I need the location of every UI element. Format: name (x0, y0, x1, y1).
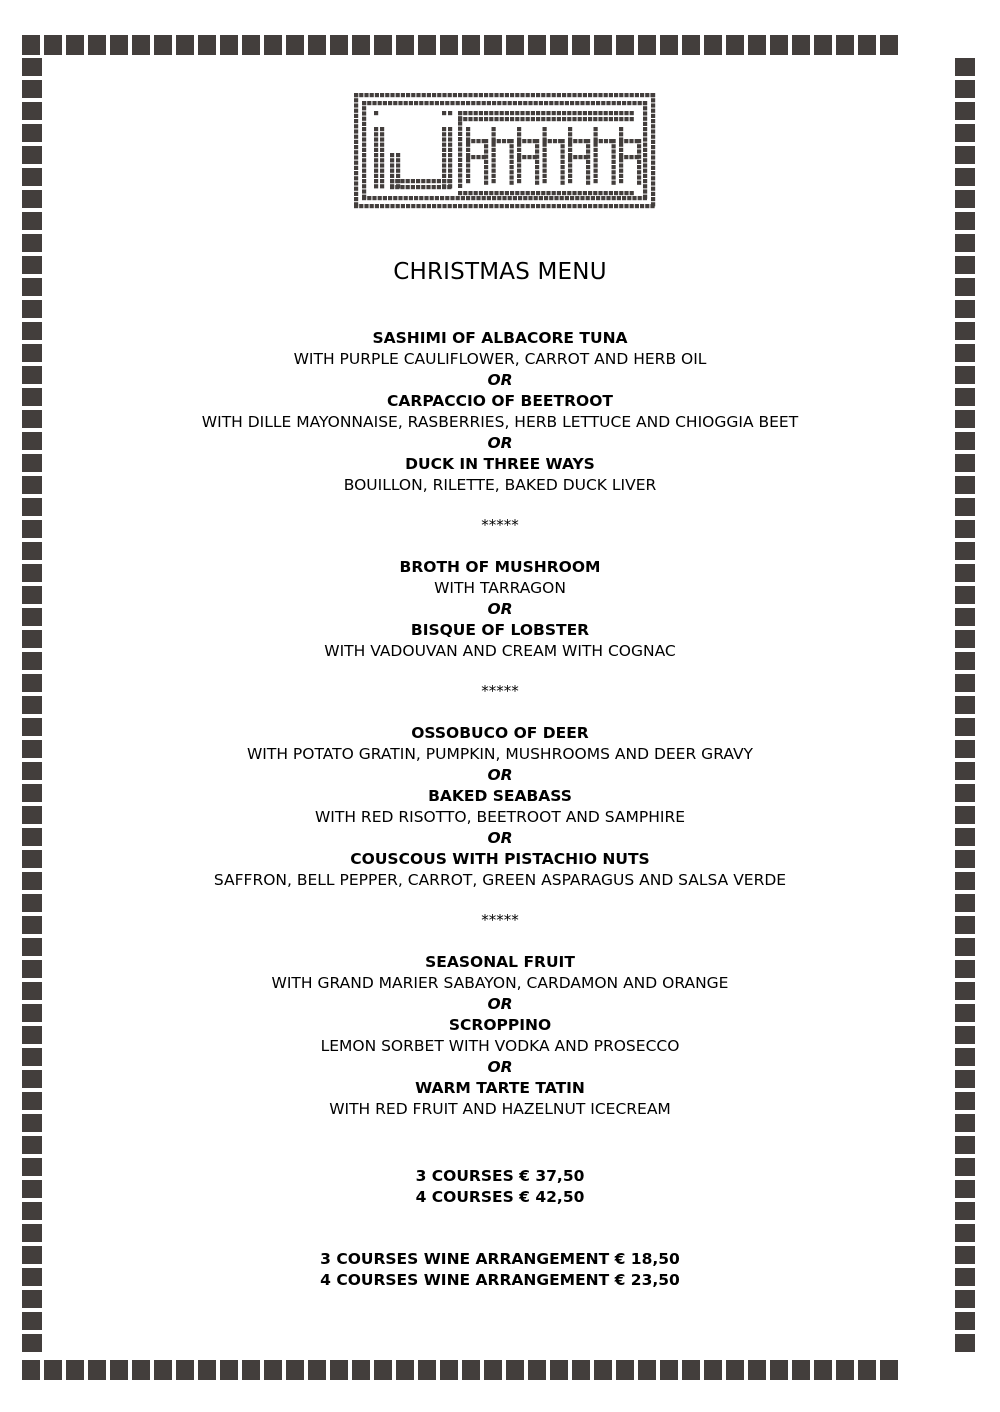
or-label: OR (487, 434, 513, 452)
border-tile (660, 35, 678, 55)
border-tile (330, 1360, 348, 1380)
border-tile (880, 35, 898, 55)
border-tile (22, 102, 42, 120)
border-tile (484, 1360, 502, 1380)
border-tile (198, 35, 216, 55)
dish-description: WITH POTATO GRATIN, PUMPKIN, MUSHROOMS AND DEER GRAVY (246, 745, 754, 763)
price-four-wine: 4 COURSES WINE ARRANGEMENT € 23,50 (320, 1271, 680, 1289)
border-tile (955, 146, 975, 164)
border-tile (955, 1136, 975, 1154)
border-tile (572, 35, 590, 55)
border-tile (955, 300, 975, 318)
border-tile (638, 1360, 656, 1380)
border-tile (286, 35, 304, 55)
border-tile (955, 1312, 975, 1330)
or-label: OR (487, 371, 513, 389)
border-tile (572, 1360, 590, 1380)
border-tile (22, 168, 42, 186)
dish-description: WITH DILLE MAYONNAISE, RASBERRIES, HERB LETTUCE AND CHIOGGIA BEET (201, 413, 799, 431)
dish-name: COUSCOUS WITH PISTACHIO NUTS (350, 850, 650, 868)
border-tile (462, 35, 480, 55)
dish-description: WITH PURPLE CAULIFLOWER, CARROT AND HERB OIL (293, 350, 707, 368)
dish-description: BOUILLON, RILETTE, BAKED DUCK LIVER (343, 476, 657, 494)
dish-name: OSSOBUCO OF DEER (411, 724, 589, 742)
border-tile (858, 1360, 876, 1380)
border-tile (748, 1360, 766, 1380)
border-tile (308, 35, 326, 55)
border-tile (955, 168, 975, 186)
or-label: OR (487, 600, 513, 618)
menu-courses (0, 328, 1000, 1120)
dish-description: LEMON SORBET WITH VODKA AND PROSECCO (320, 1037, 680, 1055)
border-tile (594, 35, 612, 55)
border-tile (176, 1360, 194, 1380)
dish-description: SAFFRON, BELL PEPPER, CARROT, GREEN ASPARAGUS AND SALSA VERDE (213, 871, 787, 889)
border-tile (440, 35, 458, 55)
border-tile (418, 35, 436, 55)
border-bottom (22, 1360, 898, 1380)
border-tile (792, 35, 810, 55)
border-tile (330, 35, 348, 55)
border-tile (44, 35, 62, 55)
border-tile (220, 35, 238, 55)
border-tile (616, 1360, 634, 1380)
kantine-logo (354, 93, 656, 209)
border-tile (506, 1360, 524, 1380)
border-tile (220, 1360, 238, 1380)
border-tile (264, 35, 282, 55)
border-tile (22, 1290, 42, 1308)
border-tile (66, 1360, 84, 1380)
border-tile (110, 35, 128, 55)
border-tile (22, 1136, 42, 1154)
border-tile (955, 102, 975, 120)
border-tile (22, 1312, 42, 1330)
border-tile (198, 1360, 216, 1380)
wine-prices-block (0, 1249, 1000, 1291)
border-top (22, 35, 898, 55)
border-tile (374, 1360, 392, 1380)
dish-description: WITH RED FRUIT AND HAZELNUT ICECREAM (329, 1100, 671, 1118)
border-tile (858, 35, 876, 55)
border-tile (955, 80, 975, 98)
border-tile (88, 35, 106, 55)
border-tile (242, 35, 260, 55)
border-tile (110, 1360, 128, 1380)
border-tile (440, 1360, 458, 1380)
border-tile (726, 35, 744, 55)
border-tile (308, 1360, 326, 1380)
or-label: OR (487, 995, 513, 1013)
border-tile (550, 1360, 568, 1380)
border-tile (748, 35, 766, 55)
border-tile (22, 146, 42, 164)
price-three-wine: 3 COURSES WINE ARRANGEMENT € 18,50 (320, 1250, 680, 1268)
border-tile (704, 1360, 722, 1380)
border-tile (770, 1360, 788, 1380)
border-tile (22, 212, 42, 230)
border-tile (22, 1224, 42, 1242)
course-separator: ***** (481, 516, 519, 534)
or-label: OR (487, 1058, 513, 1076)
border-tile (22, 80, 42, 98)
border-tile (176, 35, 194, 55)
course-separator: ***** (481, 682, 519, 700)
or-label: OR (487, 766, 513, 784)
border-tile (704, 35, 722, 55)
border-tile (242, 1360, 260, 1380)
dish-name: BROTH OF MUSHROOM (399, 558, 601, 576)
border-tile (638, 35, 656, 55)
border-tile (955, 234, 975, 252)
border-tile (418, 1360, 436, 1380)
or-label: OR (487, 829, 513, 847)
border-tile (792, 1360, 810, 1380)
dish-name: WARM TARTE TATIN (415, 1079, 585, 1097)
border-tile (955, 190, 975, 208)
border-tile (66, 35, 84, 55)
dish-name: BISQUE OF LOBSTER (410, 621, 590, 639)
border-tile (528, 1360, 546, 1380)
border-tile (22, 234, 42, 252)
border-tile (484, 35, 502, 55)
dish-name: CARPACCIO OF BEETROOT (387, 392, 613, 410)
border-tile (396, 35, 414, 55)
border-tile (682, 1360, 700, 1380)
border-tile (22, 1360, 40, 1380)
border-tile (660, 1360, 678, 1380)
border-tile (286, 1360, 304, 1380)
price-three-courses: 3 COURSES € 37,50 (415, 1167, 585, 1185)
border-tile (770, 35, 788, 55)
border-tile (22, 124, 42, 142)
border-tile (22, 190, 42, 208)
course-separator: ***** (481, 911, 519, 929)
border-tile (836, 1360, 854, 1380)
border-tile (955, 1334, 975, 1352)
border-tile (264, 1360, 282, 1380)
border-tile (594, 1360, 612, 1380)
border-tile (550, 35, 568, 55)
border-tile (462, 1360, 480, 1380)
border-tile (880, 1360, 898, 1380)
dish-description: WITH GRAND MARIER SABAYON, CARDAMON AND ORANGE (271, 974, 729, 992)
border-tile (352, 1360, 370, 1380)
dish-description: WITH VADOUVAN AND CREAM WITH COGNAC (324, 642, 676, 660)
page-title: CHRISTMAS MENU (393, 259, 607, 285)
dish-description: WITH RED RISOTTO, BEETROOT AND SAMPHIRE (314, 808, 686, 826)
border-tile (374, 35, 392, 55)
dish-name: SCROPPINO (448, 1016, 552, 1034)
border-tile (836, 35, 854, 55)
dish-name: SEASONAL FRUIT (425, 953, 575, 971)
dish-name: SASHIMI OF ALBACORE TUNA (372, 329, 628, 347)
border-tile (506, 35, 524, 55)
border-tile (396, 1360, 414, 1380)
dish-name: DUCK IN THREE WAYS (405, 455, 595, 473)
prices-block (0, 1166, 1000, 1208)
dish-name: BAKED SEABASS (428, 787, 572, 805)
border-tile (955, 212, 975, 230)
border-tile (726, 1360, 744, 1380)
border-tile (814, 35, 832, 55)
border-tile (22, 1334, 42, 1352)
border-tile (352, 35, 370, 55)
border-tile (22, 35, 40, 55)
border-tile (682, 35, 700, 55)
border-tile (955, 58, 975, 76)
border-tile (22, 300, 42, 318)
price-four-courses: 4 COURSES € 42,50 (415, 1188, 585, 1206)
border-tile (616, 35, 634, 55)
dish-description: WITH TARRAGON (434, 579, 566, 597)
border-tile (955, 1224, 975, 1242)
border-tile (955, 124, 975, 142)
border-tile (154, 1360, 172, 1380)
border-tile (154, 35, 172, 55)
border-tile (132, 1360, 150, 1380)
border-tile (528, 35, 546, 55)
border-tile (44, 1360, 62, 1380)
border-tile (88, 1360, 106, 1380)
border-tile (132, 35, 150, 55)
border-tile (955, 1290, 975, 1308)
border-tile (814, 1360, 832, 1380)
border-tile (22, 58, 42, 76)
